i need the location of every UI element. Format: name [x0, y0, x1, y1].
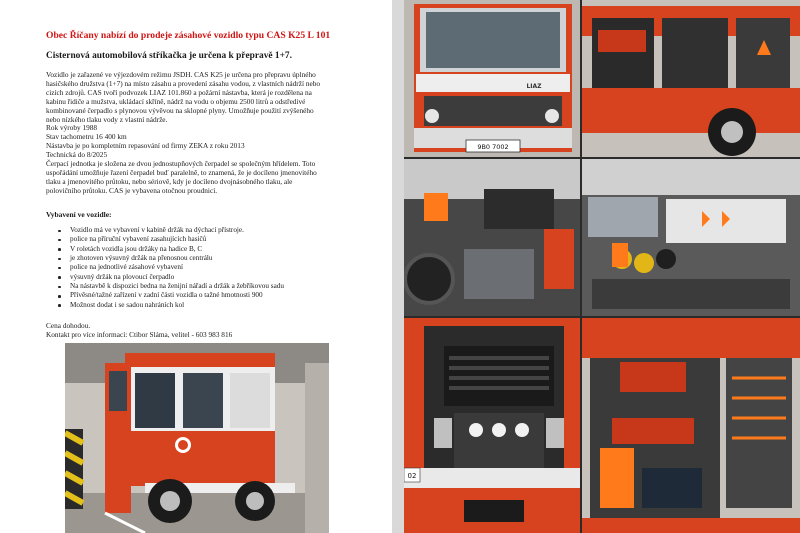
contact-block [46, 321, 232, 339]
grille-badge: LIAZ [526, 83, 542, 90]
description-line: kombinované čerpadlo s plynovou vývěvou na sklopné plyny. Umožňuje použití zvýšeného [46, 105, 314, 115]
photo-crew-cab [582, 159, 800, 316]
pump-line: tlaku a jmenovitého průtoku, nebo sériově, kdy je docíleno dvojnásobného tlaku, ale [46, 176, 293, 186]
document-page [0, 0, 392, 533]
contact-line: Kontakt pro více informací: Ctibor Sláma, velitel - 603 983 816 [46, 330, 233, 340]
equipment-list [46, 226, 376, 310]
photo-collage [404, 0, 800, 533]
pump-line: uspořádání umožňuje řazení čerpadel buď paralelně, to znamená, že je docíleno jmenovitého [46, 167, 317, 177]
list-item: Vozidlo má ve vybavení v kabině držák na dýchací přístroje. [46, 226, 376, 235]
subheadline: Cisternová automobilová stříkačka je určena k přepravě 1+7. [46, 51, 292, 61]
spec-body: Nástavba je po kompletním repasování od firmy ZEKA z roku 2013 [46, 141, 245, 151]
list-item: police na příruční vybavení zasahujících hasičů [46, 235, 376, 244]
list-item: police na jednotlivé zásahové vybavení [46, 263, 376, 272]
description-line: nebo nízkého tlaku vody z vlastní nádrže. [46, 114, 168, 124]
pump-line: Čerpací jednotka je složena ze dvou jednostupňových čerpadel se společným hřídelem. Toto [46, 159, 316, 169]
headline: Obec Říčany nabízí do prodeje zásahové vozidlo typu CAS K25 L 101 [46, 30, 331, 41]
spec-year: Rok výroby 1988 [46, 123, 98, 133]
list-item: Přívěsné/tažné zařízení v zadní části vozidla o tažné hmotnosti 900 [46, 291, 376, 300]
description-line: cizích zdrojů. CAS tvoří podvozek LIAZ 101.860 a požární nástavba, která je rozdělena na [46, 87, 312, 97]
list-item: Možnost dodat i se sadou nahráních kol [46, 301, 376, 310]
page-divider [392, 0, 404, 533]
license-plate: 9B0 7002 [477, 143, 509, 151]
plate-partial: 02 [407, 472, 417, 480]
photo-cab-interior [404, 159, 580, 316]
photo-side-compartments [582, 0, 800, 157]
description-line: kabinu řidiče a mužstva, ukládací skříně, nádrž na vodu o objemu 2500 litrů a odstředivé [46, 96, 306, 106]
photo-equipment-compartment [582, 318, 800, 533]
pump-line: polovičního průtoku. CAS je vybavena otočnou proudnicí. [46, 185, 218, 195]
price-note: Cena dohodou. [46, 321, 91, 330]
description-block [46, 71, 378, 196]
photo-pump-panel [404, 318, 580, 533]
equipment-title: Vybavení ve vozidle: [46, 210, 112, 219]
description-line: hasičského družstva (1+7) na místo zásahu a provedení zásahu vodou, z vlastních nádrží nebo [46, 78, 321, 88]
spec-mileage: Stav tachometru 16 400 km [46, 132, 127, 142]
photo-truck-side [65, 343, 329, 533]
list-item: je zhotoven výsuvný držák na přenosnou centrálu [46, 254, 376, 263]
list-item: výsuvný držák na plovoucí čerpadlo [46, 273, 376, 282]
photo-truck-front [404, 0, 580, 157]
spec-inspection: Technická do 8/2025 [46, 150, 108, 160]
list-item: Na nástavbě k dispozici bedna na ženijní nářadí a držák a žebříkovou sadu [46, 282, 376, 291]
description-line: Vozidlo je zařazené ve výjezdovém režimu JSDH. CAS K25 je určena pro přepravu úplného [46, 70, 316, 79]
list-item: V roletách vozidla jsou držáky na hadice B, C [46, 245, 376, 254]
